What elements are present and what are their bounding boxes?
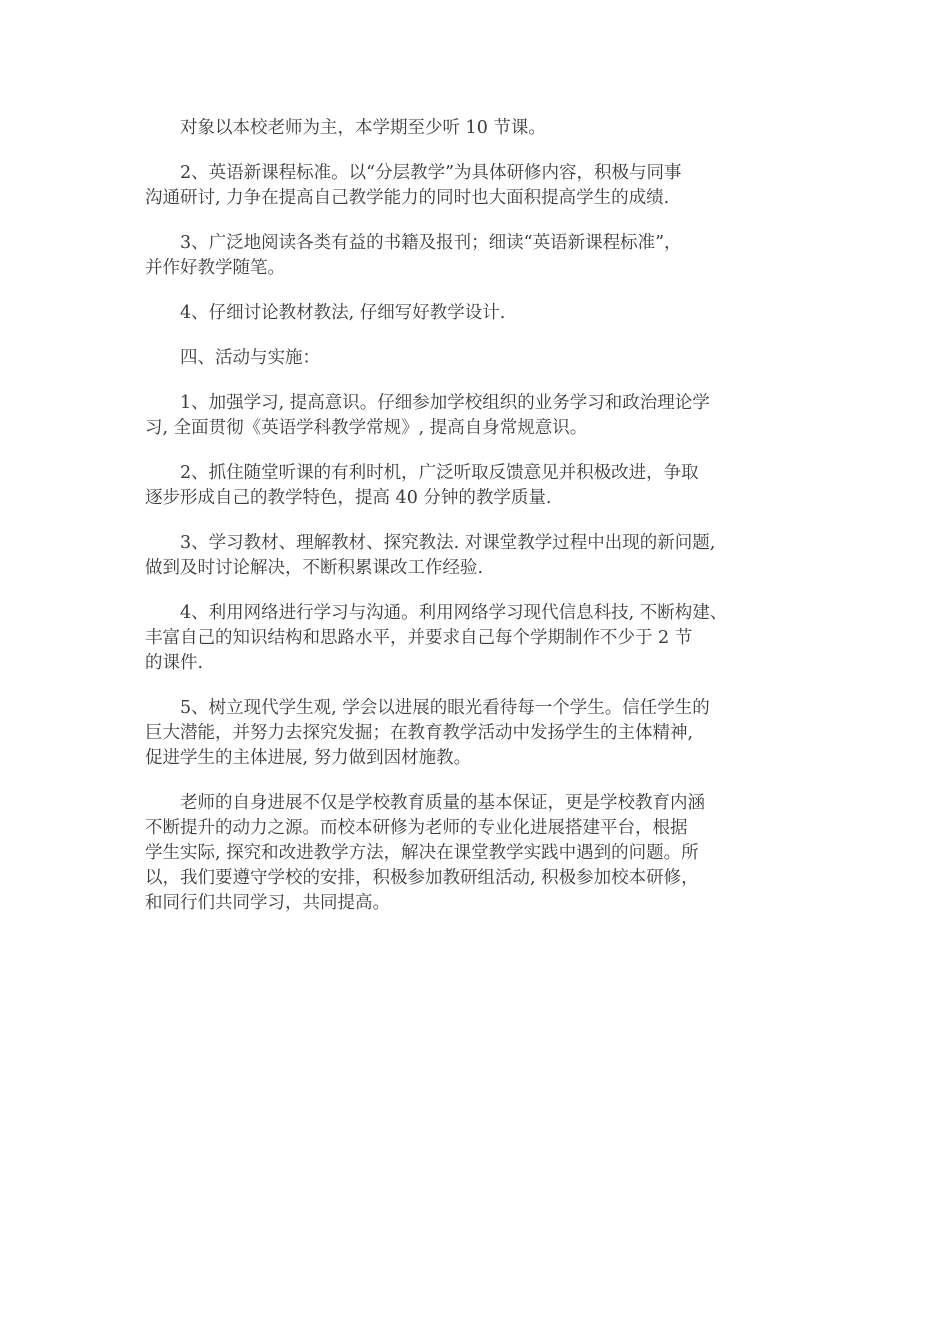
section-heading-activities: 四、活动与实施： bbox=[145, 348, 320, 368]
paragraph-network-learning: 4、利用网络进行学习与沟通。利用网络学习现代信息科技, 不断构建、 丰富自己的知识结构和思路水平，并要求自己每个学期制作不少于 2 节 的课件. bbox=[145, 603, 728, 673]
paragraph-student-view: 5、树立现代学生观, 学会以进展的眼光看待每一个学生。信任学生的 巨大潜能，并努力去探究发掘；在教育教学活动中发扬学生的主体精神, 促进学生的主体进展, 努力做到因材施教。 bbox=[145, 698, 710, 768]
paragraph-audience: 对象以本校老师为主，本学期至少听 10 节课。 bbox=[145, 118, 546, 138]
document-body bbox=[145, 116, 820, 936]
paragraph-strengthen-learning: 1、加强学习, 提高意识。仔细参加学校组织的业务学习和政治理论学 习, 全面贯彻《英语学科教学常规》, 提高自身常规意识。 bbox=[145, 393, 710, 438]
paragraph-conclusion: 老师的自身进展不仅是学校教育质量的基本保证，更是学校教育内涵 不断提升的动力之源。而校本研修为老师的专业化进展搭建平台，根据 学生实际, 探究和改进教学方法，解决在课堂教学实践中遇到的问题。所 以，我们要遵守学校的安排，积极参加教研组活动, 积极参加校本研修， 和同行们共同学习，共同提高。 bbox=[145, 793, 705, 913]
paragraph-teaching-methods: 4、仔细讨论教材教法, 仔细写好教学设计. bbox=[145, 303, 506, 323]
paragraph-classroom-observation: 2、抓住随堂听课的有利时机，广泛听取反馈意见并积极改进，争取 逐步形成自己的教学特色，提高 40 分钟的教学质量. bbox=[145, 463, 699, 508]
paragraph-curriculum-standard: 2、英语新课程标准。以“分层教学”为具体研修内容，积极与同事 沟通研讨, 力争在提高自己教学能力的同时也大面积提高学生的成绩. bbox=[145, 163, 682, 208]
paragraph-study-materials: 3、学习教材、理解教材、探究教法. 对课堂教学过程中出现的新问题, 做到及时讨论解决，不断积累课改工作经验. bbox=[145, 533, 716, 578]
paragraph-reading: 3、广泛地阅读各类有益的书籍及报刊；细读“英语新课程标准”， 并作好教学随笔。 bbox=[145, 233, 682, 278]
